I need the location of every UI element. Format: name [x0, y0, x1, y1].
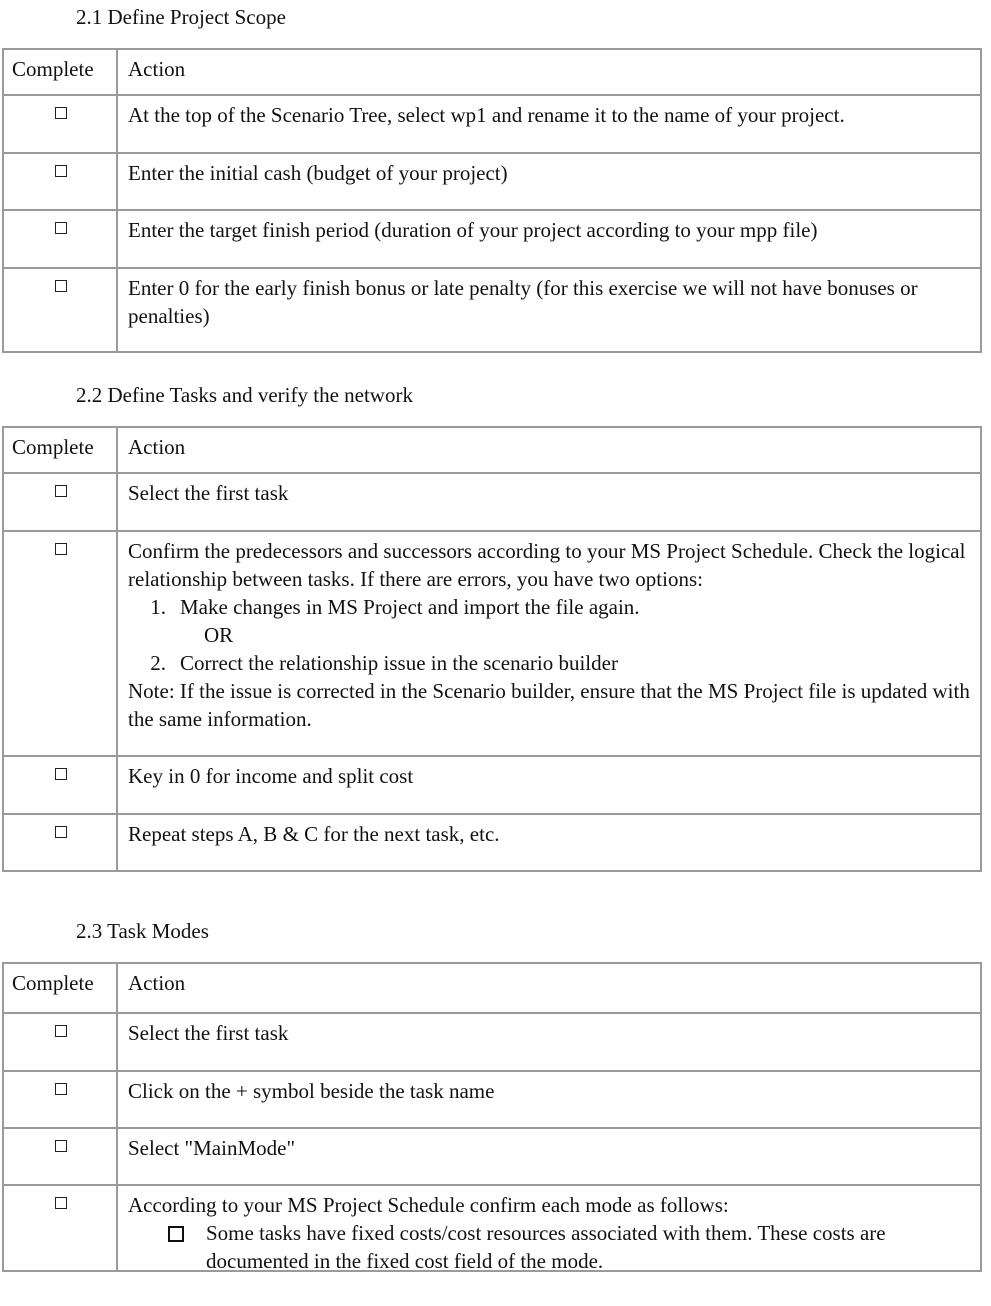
column-header-action: Action: [128, 57, 186, 81]
table-row: [4, 1127, 980, 1184]
options-list: [128, 593, 974, 677]
action-intro: Confirm the predecessors and successors according to your MS Project Schedule. Check the logical relationship between tasks. If there are errors, you have two options:: [128, 539, 966, 591]
or-label: OR: [204, 623, 234, 647]
action-text: At the top of the Scenario Tree, select wp1 and rename it to the name of your project.: [128, 103, 845, 127]
table-row: [4, 1184, 980, 1273]
table-row: [4, 755, 980, 813]
column-header-complete: Complete: [4, 964, 118, 1012]
checklist-table-2-3: [2, 962, 982, 1272]
action-text: Select "MainMode": [128, 1136, 296, 1160]
table-row: [4, 209, 980, 267]
column-header-action: Action: [128, 435, 186, 459]
complete-checkbox[interactable]: [55, 165, 67, 177]
action-text: Repeat steps A, B & C for the next task, etc.: [128, 822, 500, 846]
complete-checkbox[interactable]: [55, 1083, 67, 1095]
table-row: [4, 1012, 980, 1070]
list-number: 1.: [150, 595, 166, 619]
complete-checkbox[interactable]: [55, 826, 67, 838]
table-row: [4, 267, 980, 351]
column-header-complete: Complete: [4, 50, 118, 94]
checklist-table-2-2: [2, 426, 982, 872]
table-header-row: [4, 964, 980, 1012]
table-row: [4, 472, 980, 530]
action-text: Enter 0 for the early finish bonus or late penalty (for this exercise we will not have bonuses or penalties): [128, 276, 918, 328]
action-text: Click on the + symbol beside the task name: [128, 1079, 495, 1103]
action-text-block: [118, 532, 980, 755]
bullet-item: [128, 1219, 974, 1275]
list-item: [128, 649, 974, 677]
action-text: Key in 0 for income and split cost: [128, 764, 414, 788]
complete-checkbox[interactable]: [55, 1025, 67, 1037]
action-text: Enter the target finish period (duration of your project according to your mpp file): [128, 218, 818, 242]
action-text: Select the first task: [128, 1021, 289, 1045]
bullet-text: Some tasks have fixed costs/cost resources associated with them. These costs are documented in the fixed cost field of the mode.: [206, 1221, 886, 1273]
table-row: [4, 813, 980, 870]
list-text: Correct the relationship issue in the scenario builder: [180, 651, 618, 675]
action-note: Note: If the issue is corrected in the Scenario builder, ensure that the MS Project file is updated with the same information.: [128, 679, 970, 731]
section-title-2-1: 2.1 Define Project Scope: [76, 5, 286, 29]
table-header-row: [4, 428, 980, 472]
table-row: [4, 1070, 980, 1127]
action-text: Select the first task: [128, 481, 289, 505]
action-text: Enter the initial cash (budget of your project): [128, 161, 508, 185]
complete-checkbox[interactable]: [55, 543, 67, 555]
column-header-action: Action: [128, 971, 186, 995]
complete-checkbox[interactable]: [55, 1140, 67, 1152]
section-title-2-3: 2.3 Task Modes: [76, 919, 209, 943]
list-text: Make changes in MS Project and import the file again.: [180, 595, 640, 619]
column-header-complete: Complete: [4, 428, 118, 472]
checklist-table-2-1: [2, 48, 982, 353]
section-title-2-2: 2.2 Define Tasks and verify the network: [76, 383, 413, 407]
table-row: [4, 94, 980, 152]
list-number: 2.: [150, 651, 166, 675]
complete-checkbox[interactable]: [55, 1197, 67, 1209]
square-bullet-icon: [168, 1226, 184, 1242]
table-row: [4, 530, 980, 755]
complete-checkbox[interactable]: [55, 222, 67, 234]
complete-checkbox[interactable]: [55, 485, 67, 497]
action-text-block: [118, 1186, 980, 1273]
complete-checkbox[interactable]: [55, 768, 67, 780]
table-header-row: [4, 50, 980, 94]
action-intro: According to your MS Project Schedule confirm each mode as follows:: [128, 1193, 729, 1217]
complete-checkbox[interactable]: [55, 107, 67, 119]
table-row: [4, 152, 980, 209]
complete-checkbox[interactable]: [55, 280, 67, 292]
list-item: [128, 593, 974, 621]
